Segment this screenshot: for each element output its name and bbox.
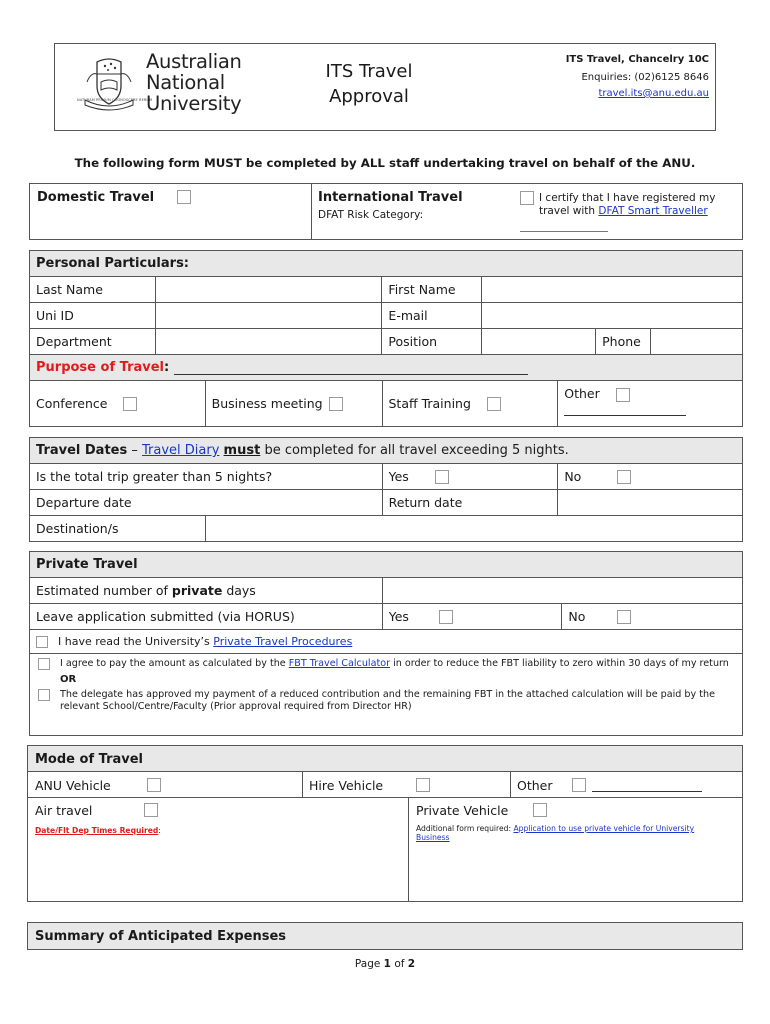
procedures-row <box>30 630 743 654</box>
certify-prefix: I certify that I have registered my travel with <box>539 192 716 217</box>
destination-field[interactable] <box>205 516 742 542</box>
delegate-text: The delegate has approved my payment of a reduced contribution and the remaining FBT in the attached calculation will be paid by the relevant School/Centre/Faculty (Prior approval required from Director HR) <box>60 689 715 712</box>
nights-question: Is the total trip greater than 5 nights? <box>30 464 383 490</box>
air-travel-label: Air travel <box>35 803 93 818</box>
phone-field[interactable] <box>651 329 743 355</box>
read-prefix: I have read the University’s <box>58 635 214 648</box>
first-name-label: First Name <box>382 277 482 303</box>
travel-dates-table <box>29 437 743 542</box>
anu-crest-icon <box>77 52 153 114</box>
mode-heading: Mode of Travel <box>35 752 143 767</box>
other-label: Other <box>564 386 600 401</box>
leave-label: Leave application submitted (via HORUS) <box>30 604 383 630</box>
training-label: Staff Training <box>388 395 471 411</box>
other-mode-field[interactable] <box>592 780 702 792</box>
personal-table <box>29 250 743 381</box>
summary-box <box>27 922 743 950</box>
mode-row1-border <box>28 797 742 798</box>
travel-type-box <box>29 183 743 240</box>
dates-heading-suffix: be completed for all travel exceeding 5 nights. <box>260 443 569 458</box>
air-note <box>35 826 161 835</box>
domestic-divider <box>311 184 312 239</box>
nights-yes-label: Yes <box>388 468 409 484</box>
form-title-line-2: Approval <box>329 86 409 107</box>
nights-no-label: No <box>564 468 582 484</box>
option-business <box>205 381 382 427</box>
dates-heading-prefix: Travel Dates <box>36 443 128 458</box>
office-address: ITS Travel, Chancelry 10C <box>565 54 709 65</box>
fbt-calculator-link[interactable]: FBT Travel Calculator <box>288 658 391 669</box>
return-label: Return date <box>382 490 558 516</box>
enquiries-phone: Enquiries: (02)6125 8646 <box>581 72 709 83</box>
certify-text <box>539 192 739 218</box>
departure-cell <box>30 490 383 516</box>
page-current: 1 <box>383 958 391 970</box>
department-label: Department <box>30 329 156 355</box>
intro-text: The following form MUST be completed by ALL staff undertaking travel on behalf of the ANU. <box>74 156 696 170</box>
page-of: of <box>390 958 408 970</box>
page-prefix: Page <box>354 958 384 970</box>
days-suffix: days <box>222 583 256 598</box>
anu-vehicle-label: ANU Vehicle <box>35 778 111 793</box>
logo-line-2: National <box>146 71 225 94</box>
air-travel-checkbox[interactable] <box>144 803 158 817</box>
dates-heading-must: must <box>223 443 261 458</box>
days-bold: private <box>171 583 223 598</box>
hire-vehicle-label: Hire Vehicle <box>309 778 384 793</box>
page-total: 2 <box>407 958 416 970</box>
mode-div-2 <box>510 772 511 797</box>
hire-vehicle-checkbox[interactable] <box>416 778 430 792</box>
header-box <box>54 43 716 131</box>
option-conference <box>30 381 206 427</box>
department-field[interactable] <box>155 329 382 355</box>
position-label: Position <box>382 329 482 355</box>
leave-no-cell <box>562 604 743 630</box>
position-field[interactable] <box>482 329 596 355</box>
private-vehicle-checkbox[interactable] <box>533 803 547 817</box>
private-vehicle-application-link[interactable]: Application to use private vehicle for University Business <box>416 824 695 842</box>
private-days-field[interactable] <box>382 578 742 604</box>
leave-no-label: No <box>568 608 586 624</box>
travel-diary-link[interactable]: Travel Diary <box>142 443 220 458</box>
private-travel-table <box>29 551 743 736</box>
business-label: Business meeting <box>211 395 323 411</box>
logo-line-3: University <box>146 92 242 115</box>
leave-yes-label: Yes <box>388 608 409 624</box>
training-checkbox[interactable] <box>487 397 501 411</box>
business-checkbox[interactable] <box>329 397 343 411</box>
email-link[interactable]: travel.its@anu.edu.au <box>598 88 709 99</box>
first-name-field[interactable] <box>482 277 743 303</box>
private-vehicle-label: Private Vehicle <box>416 803 509 818</box>
page-number <box>0 958 770 970</box>
departure-label: Departure date <box>36 495 132 510</box>
fbt-row <box>30 654 743 736</box>
anu-vehicle-checkbox[interactable] <box>147 778 161 792</box>
days-prefix: Estimated number of <box>36 583 172 598</box>
procedures-checkbox[interactable] <box>36 636 48 648</box>
leave-yes-checkbox[interactable] <box>439 610 453 624</box>
pv-note-prefix: Additional form required: <box>416 824 514 833</box>
agree-suffix: in order to reduce the FBT liability to zero within 30 days of my return <box>390 658 729 669</box>
private-travel-procedures-link[interactable]: Private Travel Procedures <box>213 635 353 648</box>
other-mode-checkbox[interactable] <box>572 778 586 792</box>
or-label: OR <box>60 674 77 685</box>
email-field[interactable] <box>482 303 743 329</box>
logo-line-1: Australian <box>146 50 242 73</box>
crest-motto: NATURAM PRIMUM COGNOSCERE RERUM <box>77 98 153 102</box>
purpose-row <box>30 355 743 381</box>
university-name <box>146 51 242 114</box>
last-name-label: Last Name <box>30 277 156 303</box>
mode-of-travel-box <box>27 745 743 902</box>
purpose-label: Purpose of Travel <box>36 360 164 375</box>
other-purpose-checkbox[interactable] <box>616 388 630 402</box>
form-title <box>307 59 431 109</box>
phone-label: Phone <box>596 329 651 355</box>
private-heading: Private Travel <box>30 552 743 578</box>
conference-checkbox[interactable] <box>123 397 137 411</box>
summary-heading: Summary of Anticipated Expenses <box>35 929 287 944</box>
anu-logo <box>77 52 153 114</box>
delegate-checkbox[interactable] <box>38 689 50 701</box>
international-label: International Travel <box>318 190 463 205</box>
domestic-label: Domestic Travel <box>37 190 155 205</box>
nights-no-checkbox[interactable] <box>617 470 631 484</box>
nights-yes-checkbox[interactable] <box>435 470 449 484</box>
air-note-colon: : <box>158 826 161 835</box>
mode-div-1 <box>302 772 303 797</box>
personal-heading: Personal Particulars: <box>30 251 743 277</box>
other-mode-label: Other <box>517 778 553 793</box>
contact-block <box>566 52 709 102</box>
air-note-required: Date/Flt Dep Times Required <box>35 826 159 835</box>
domestic-checkbox[interactable] <box>177 190 191 204</box>
leave-yes-cell <box>382 604 562 630</box>
dfat-risk-label: DFAT Risk Category: <box>318 209 424 221</box>
conference-label: Conference <box>36 395 108 411</box>
dates-heading-dash: – <box>127 443 142 458</box>
return-field[interactable] <box>558 490 743 516</box>
nights-no-cell <box>558 464 743 490</box>
private-vehicle-note <box>416 824 716 842</box>
uni-id-label: Uni ID <box>30 303 156 329</box>
email-label: E-mail <box>382 303 482 329</box>
other-purpose-field[interactable] <box>564 404 686 416</box>
purpose-colon: : <box>164 360 170 375</box>
fbt-agree-checkbox[interactable] <box>38 658 50 670</box>
private-days-label <box>30 578 383 604</box>
option-training <box>382 381 558 427</box>
option-other <box>558 381 743 427</box>
leave-no-checkbox[interactable] <box>617 610 631 624</box>
last-name-field[interactable] <box>155 277 382 303</box>
purpose-field[interactable] <box>174 363 528 375</box>
nights-yes-cell <box>382 464 558 490</box>
mode-div-3 <box>408 797 409 901</box>
uni-id-field[interactable] <box>155 303 382 329</box>
dates-heading <box>30 438 743 464</box>
certify-underline <box>520 231 608 232</box>
destination-label: Destination/s <box>30 516 206 542</box>
form-title-line-1: ITS Travel <box>325 61 413 82</box>
dfat-smart-traveller-link[interactable]: DFAT Smart Traveller <box>598 205 708 217</box>
certify-checkbox[interactable] <box>520 191 534 205</box>
agree-prefix: I agree to pay the amount as calculated by the <box>60 658 289 669</box>
purpose-options-table <box>29 380 743 427</box>
